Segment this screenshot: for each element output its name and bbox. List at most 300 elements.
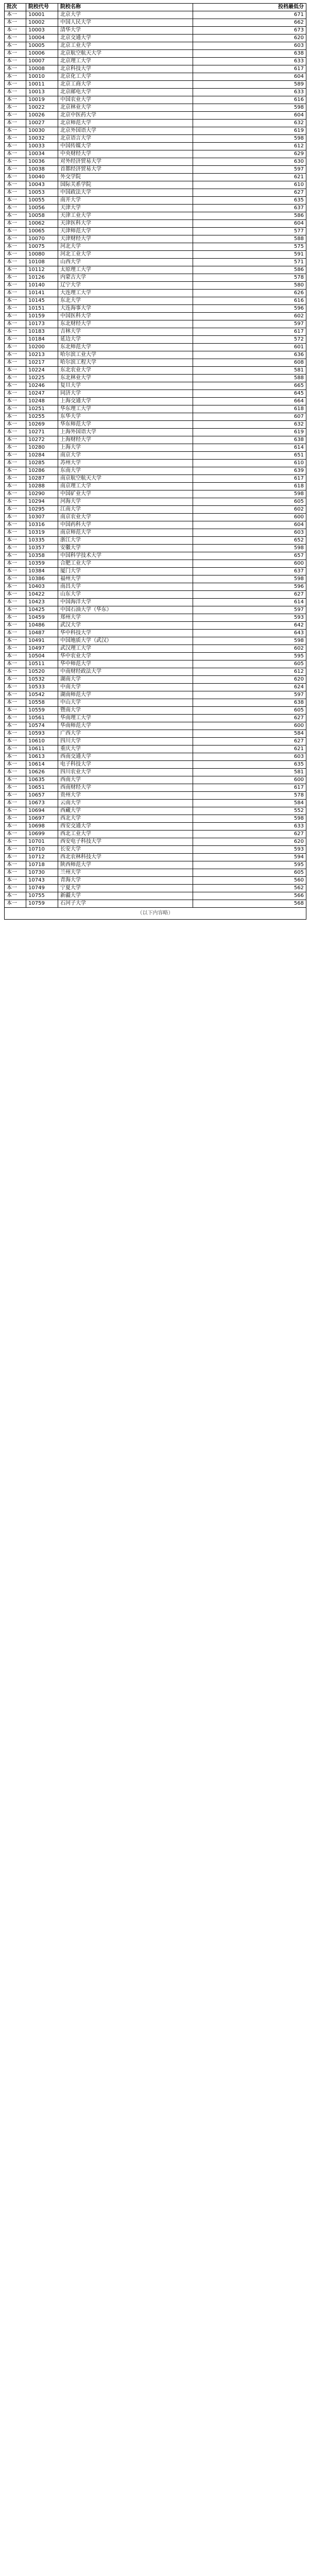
cell-code: 10425 <box>26 606 58 614</box>
table-row <box>5 359 306 367</box>
table-row <box>5 135 306 143</box>
admission-score-table <box>4 3 306 920</box>
cell-score: 636 <box>193 351 306 359</box>
cell-name: 清华大学 <box>58 27 193 35</box>
cell-batch: 本一 <box>5 405 26 413</box>
cell-name: 河北大学 <box>58 243 193 251</box>
header-name: 院校名称 <box>58 4 193 11</box>
table-row <box>5 313 306 320</box>
cell-batch: 本一 <box>5 800 26 807</box>
cell-name: 西南财经大学 <box>58 784 193 792</box>
cell-code: 10319 <box>26 529 58 537</box>
cell-name: 东北财经大学 <box>58 320 193 328</box>
cell-batch: 本一 <box>5 50 26 58</box>
cell-code: 10251 <box>26 405 58 413</box>
cell-name: 北京语言大学 <box>58 135 193 143</box>
cell-code: 10422 <box>26 591 58 599</box>
cell-name: 西安交通大学 <box>58 823 193 831</box>
cell-name: 东北师范大学 <box>58 344 193 351</box>
cell-name: 南昌大学 <box>58 583 193 591</box>
cell-name: 华中科技大学 <box>58 630 193 637</box>
table-row <box>5 691 306 699</box>
cell-batch: 本一 <box>5 120 26 127</box>
cell-batch: 本一 <box>5 73 26 81</box>
header-score: 投档最低分 <box>193 4 306 11</box>
cell-batch: 本一 <box>5 166 26 174</box>
table-row <box>5 320 306 328</box>
omission-row <box>5 908 306 920</box>
table-row <box>5 297 306 305</box>
cell-name: 陕西师范大学 <box>58 861 193 869</box>
cell-name: 哈尔滨工业大学 <box>58 351 193 359</box>
cell-score: 652 <box>193 537 306 545</box>
cell-name: 南京理工大学 <box>58 483 193 490</box>
cell-score: 598 <box>193 575 306 583</box>
table-header-row <box>5 4 306 11</box>
table-body <box>5 11 306 920</box>
cell-code: 10459 <box>26 614 58 622</box>
table-row <box>5 861 306 869</box>
cell-score: 581 <box>193 367 306 375</box>
cell-score: 601 <box>193 344 306 351</box>
cell-batch: 本一 <box>5 181 26 189</box>
cell-code: 10532 <box>26 676 58 684</box>
cell-batch: 本一 <box>5 344 26 351</box>
header-batch: 批次 <box>5 4 26 11</box>
cell-score: 584 <box>193 800 306 807</box>
cell-batch: 本一 <box>5 691 26 699</box>
cell-batch: 本一 <box>5 65 26 73</box>
cell-score: 560 <box>193 877 306 885</box>
cell-batch: 本一 <box>5 575 26 583</box>
cell-score: 627 <box>193 189 306 197</box>
cell-name: 上海财经大学 <box>58 436 193 444</box>
table-row <box>5 104 306 112</box>
table-row <box>5 745 306 753</box>
cell-name: 北京工商大学 <box>58 81 193 89</box>
table-row <box>5 390 306 398</box>
cell-batch: 本一 <box>5 150 26 158</box>
cell-code: 10053 <box>26 189 58 197</box>
cell-batch: 本一 <box>5 112 26 120</box>
cell-name: 南京师范大学 <box>58 529 193 537</box>
cell-name: 青海大学 <box>58 877 193 885</box>
cell-batch: 本一 <box>5 413 26 421</box>
table-row <box>5 120 306 127</box>
cell-name: 西藏大学 <box>58 807 193 815</box>
cell-name: 中南财经政法大学 <box>58 668 193 676</box>
cell-batch: 本一 <box>5 104 26 112</box>
cell-batch: 本一 <box>5 838 26 846</box>
cell-name: 厦门大学 <box>58 568 193 575</box>
cell-name: 外交学院 <box>58 174 193 181</box>
table-row <box>5 630 306 637</box>
cell-batch: 本一 <box>5 220 26 228</box>
cell-code: 10294 <box>26 498 58 506</box>
cell-code: 10730 <box>26 869 58 877</box>
cell-name: 上海大学 <box>58 444 193 452</box>
cell-code: 10022 <box>26 104 58 112</box>
cell-batch: 本一 <box>5 645 26 653</box>
cell-code: 10184 <box>26 336 58 344</box>
cell-code: 10384 <box>26 568 58 575</box>
cell-batch: 本一 <box>5 738 26 745</box>
cell-name: 延边大学 <box>58 336 193 344</box>
cell-batch: 本一 <box>5 259 26 266</box>
cell-name: 浙江大学 <box>58 537 193 545</box>
table-row <box>5 73 306 81</box>
cell-name: 上海外国语大学 <box>58 429 193 436</box>
cell-code: 10699 <box>26 831 58 838</box>
cell-batch: 本一 <box>5 560 26 568</box>
cell-batch: 本一 <box>5 614 26 622</box>
table-row <box>5 545 306 552</box>
table-row <box>5 831 306 838</box>
cell-name: 华东师范大学 <box>58 421 193 429</box>
cell-batch: 本一 <box>5 429 26 436</box>
cell-code: 10070 <box>26 235 58 243</box>
cell-name: 宁夏大学 <box>58 885 193 892</box>
cell-score: 638 <box>193 699 306 707</box>
cell-batch: 本一 <box>5 506 26 514</box>
cell-batch: 本一 <box>5 367 26 375</box>
cell-name: 北京工业大学 <box>58 42 193 50</box>
cell-score: 597 <box>193 320 306 328</box>
cell-code: 10673 <box>26 800 58 807</box>
table-row <box>5 475 306 483</box>
cell-code: 10269 <box>26 421 58 429</box>
table-row <box>5 382 306 390</box>
cell-batch: 本一 <box>5 807 26 815</box>
cell-name: 华南理工大学 <box>58 715 193 722</box>
cell-code: 10026 <box>26 112 58 120</box>
cell-code: 10140 <box>26 282 58 290</box>
cell-code: 10561 <box>26 715 58 722</box>
cell-batch: 本一 <box>5 11 26 19</box>
cell-score: 595 <box>193 653 306 660</box>
cell-code: 10043 <box>26 181 58 189</box>
table-row <box>5 328 306 336</box>
cell-code: 10038 <box>26 166 58 174</box>
cell-code: 10307 <box>26 514 58 521</box>
table-row <box>5 436 306 444</box>
table-row <box>5 220 306 228</box>
cell-name: 江南大学 <box>58 506 193 514</box>
table-row <box>5 421 306 429</box>
cell-code: 10247 <box>26 390 58 398</box>
cell-code: 10080 <box>26 251 58 259</box>
cell-name: 中国石油大学（华东） <box>58 606 193 614</box>
cell-score: 605 <box>193 660 306 668</box>
cell-score: 637 <box>193 205 306 212</box>
cell-code: 10497 <box>26 645 58 653</box>
table-row <box>5 722 306 730</box>
cell-name: 北京师范大学 <box>58 120 193 127</box>
cell-batch: 本一 <box>5 552 26 560</box>
table-row <box>5 506 306 514</box>
table-row <box>5 537 306 545</box>
cell-score: 643 <box>193 630 306 637</box>
table-row <box>5 166 306 174</box>
cell-name: 四川大学 <box>58 738 193 745</box>
table-row <box>5 266 306 274</box>
cell-name: 内蒙古大学 <box>58 274 193 282</box>
cell-score: 633 <box>193 89 306 96</box>
cell-code: 10574 <box>26 722 58 730</box>
table-row <box>5 738 306 745</box>
cell-batch: 本一 <box>5 143 26 150</box>
cell-code: 10486 <box>26 622 58 630</box>
table-row <box>5 684 306 691</box>
cell-code: 10034 <box>26 150 58 158</box>
table-row <box>5 398 306 405</box>
cell-score: 618 <box>193 405 306 413</box>
table-row <box>5 660 306 668</box>
cell-name: 中国药科大学 <box>58 521 193 529</box>
table-row <box>5 27 306 35</box>
cell-batch: 本一 <box>5 630 26 637</box>
cell-batch: 本一 <box>5 877 26 885</box>
table-row <box>5 112 306 120</box>
table-row <box>5 35 306 42</box>
cell-code: 10295 <box>26 506 58 514</box>
cell-batch: 本一 <box>5 753 26 761</box>
cell-name: 太原理工大学 <box>58 266 193 274</box>
cell-score: 603 <box>193 529 306 537</box>
cell-batch: 本一 <box>5 722 26 730</box>
cell-score: 598 <box>193 815 306 823</box>
cell-code: 10593 <box>26 730 58 738</box>
cell-name: 山西大学 <box>58 259 193 266</box>
cell-code: 10423 <box>26 599 58 606</box>
cell-score: 618 <box>193 483 306 490</box>
cell-name: 南开大学 <box>58 197 193 205</box>
cell-score: 627 <box>193 738 306 745</box>
cell-batch: 本一 <box>5 514 26 521</box>
cell-batch: 本一 <box>5 831 26 838</box>
cell-code: 10033 <box>26 143 58 150</box>
cell-score: 610 <box>193 460 306 467</box>
cell-score: 598 <box>193 135 306 143</box>
cell-name: 西北工业大学 <box>58 831 193 838</box>
cell-batch: 本一 <box>5 27 26 35</box>
table-row <box>5 344 306 351</box>
cell-score: 562 <box>193 885 306 892</box>
cell-name: 南京大学 <box>58 452 193 460</box>
cell-batch: 本一 <box>5 58 26 65</box>
cell-name: 辽宁大学 <box>58 282 193 290</box>
cell-batch: 本一 <box>5 282 26 290</box>
cell-code: 10759 <box>26 900 58 908</box>
score-sheet <box>4 3 306 920</box>
table-row <box>5 174 306 181</box>
cell-code: 10011 <box>26 81 58 89</box>
cell-name: 南京航空航天大学 <box>58 475 193 483</box>
cell-score: 664 <box>193 398 306 405</box>
cell-code: 10108 <box>26 259 58 266</box>
cell-batch: 本一 <box>5 398 26 405</box>
cell-score: 584 <box>193 730 306 738</box>
table-row <box>5 467 306 475</box>
cell-score: 673 <box>193 27 306 35</box>
table-row <box>5 529 306 537</box>
cell-name: 兰州大学 <box>58 869 193 877</box>
cell-name: 同济大学 <box>58 390 193 398</box>
cell-name: 中国农业大学 <box>58 96 193 104</box>
cell-batch: 本一 <box>5 351 26 359</box>
cell-name: 中国矿业大学 <box>58 490 193 498</box>
cell-batch: 本一 <box>5 668 26 676</box>
cell-score: 605 <box>193 498 306 506</box>
cell-batch: 本一 <box>5 745 26 753</box>
cell-batch: 本一 <box>5 42 26 50</box>
table-row <box>5 274 306 282</box>
table-row <box>5 444 306 452</box>
cell-batch: 本一 <box>5 792 26 800</box>
cell-code: 10358 <box>26 552 58 560</box>
cell-score: 578 <box>193 274 306 282</box>
table-row <box>5 251 306 259</box>
table-row <box>5 483 306 490</box>
cell-code: 10005 <box>26 42 58 50</box>
cell-score: 598 <box>193 637 306 645</box>
cell-score: 620 <box>193 35 306 42</box>
table-row <box>5 81 306 89</box>
cell-batch: 本一 <box>5 228 26 235</box>
cell-code: 10030 <box>26 127 58 135</box>
cell-batch: 本一 <box>5 235 26 243</box>
cell-score: 630 <box>193 158 306 166</box>
cell-code: 10004 <box>26 35 58 42</box>
cell-code: 10019 <box>26 96 58 104</box>
table-row <box>5 189 306 197</box>
cell-code: 10200 <box>26 344 58 351</box>
cell-batch: 本一 <box>5 815 26 823</box>
cell-code: 10001 <box>26 11 58 19</box>
cell-score: 600 <box>193 776 306 784</box>
table-row <box>5 877 306 885</box>
cell-batch: 本一 <box>5 390 26 398</box>
table-row <box>5 707 306 715</box>
cell-code: 10007 <box>26 58 58 65</box>
cell-name: 西北农林科技大学 <box>58 854 193 861</box>
cell-name: 西安电子科技大学 <box>58 838 193 846</box>
table-row <box>5 653 306 660</box>
cell-code: 10558 <box>26 699 58 707</box>
cell-code: 10288 <box>26 483 58 490</box>
cell-code: 10065 <box>26 228 58 235</box>
cell-code: 10255 <box>26 413 58 421</box>
cell-code: 10280 <box>26 444 58 452</box>
cell-score: 662 <box>193 19 306 27</box>
cell-name: 东华大学 <box>58 413 193 421</box>
cell-batch: 本一 <box>5 599 26 606</box>
table-row <box>5 405 306 413</box>
table-row <box>5 375 306 382</box>
table-row <box>5 127 306 135</box>
cell-batch: 本一 <box>5 869 26 877</box>
cell-score: 617 <box>193 475 306 483</box>
cell-name: 中国政法大学 <box>58 189 193 197</box>
cell-score: 572 <box>193 336 306 344</box>
cell-name: 西南大学 <box>58 776 193 784</box>
table-row <box>5 715 306 722</box>
cell-batch: 本一 <box>5 653 26 660</box>
cell-code: 10755 <box>26 892 58 900</box>
cell-name: 天津财经大学 <box>58 235 193 243</box>
cell-name: 武汉理工大学 <box>58 645 193 653</box>
cell-batch: 本一 <box>5 251 26 259</box>
cell-batch: 本一 <box>5 127 26 135</box>
cell-code: 10613 <box>26 753 58 761</box>
cell-score: 638 <box>193 50 306 58</box>
table-row <box>5 235 306 243</box>
cell-score: 598 <box>193 490 306 498</box>
cell-name: 东北大学 <box>58 297 193 305</box>
cell-name: 暨南大学 <box>58 707 193 715</box>
table-row <box>5 336 306 344</box>
table-row <box>5 885 306 892</box>
cell-score: 632 <box>193 120 306 127</box>
cell-score: 671 <box>193 11 306 19</box>
table-row <box>5 181 306 189</box>
table-row <box>5 730 306 738</box>
table-row <box>5 676 306 684</box>
cell-score: 602 <box>193 313 306 320</box>
cell-batch: 本一 <box>5 583 26 591</box>
cell-code: 10520 <box>26 668 58 676</box>
cell-score: 588 <box>193 235 306 243</box>
cell-score: 665 <box>193 382 306 390</box>
table-row <box>5 823 306 831</box>
cell-score: 597 <box>193 166 306 174</box>
cell-score: 627 <box>193 831 306 838</box>
cell-name: 云南大学 <box>58 800 193 807</box>
cell-batch: 本一 <box>5 606 26 614</box>
cell-name: 中央财经大学 <box>58 150 193 158</box>
cell-code: 10271 <box>26 429 58 436</box>
table-row <box>5 452 306 460</box>
cell-batch: 本一 <box>5 892 26 900</box>
cell-code: 10614 <box>26 761 58 769</box>
table-row <box>5 460 306 467</box>
cell-score: 633 <box>193 823 306 831</box>
cell-batch: 本一 <box>5 475 26 483</box>
cell-batch: 本一 <box>5 460 26 467</box>
cell-batch: 本一 <box>5 861 26 869</box>
table-row <box>5 622 306 630</box>
cell-score: 617 <box>193 328 306 336</box>
cell-score: 596 <box>193 305 306 313</box>
cell-batch: 本一 <box>5 421 26 429</box>
cell-batch: 本一 <box>5 359 26 367</box>
cell-batch: 本一 <box>5 158 26 166</box>
table-row <box>5 637 306 645</box>
cell-name: 东北林业大学 <box>58 375 193 382</box>
cell-batch: 本一 <box>5 328 26 336</box>
cell-batch: 本一 <box>5 715 26 722</box>
table-row <box>5 784 306 792</box>
cell-name: 上海交通大学 <box>58 398 193 405</box>
cell-score: 598 <box>193 545 306 552</box>
cell-name: 电子科技大学 <box>58 761 193 769</box>
cell-score: 619 <box>193 429 306 436</box>
cell-score: 593 <box>193 846 306 854</box>
cell-code: 10626 <box>26 769 58 776</box>
table-row <box>5 552 306 560</box>
cell-score: 632 <box>193 421 306 429</box>
cell-name: 中国地质大学（武汉） <box>58 637 193 645</box>
